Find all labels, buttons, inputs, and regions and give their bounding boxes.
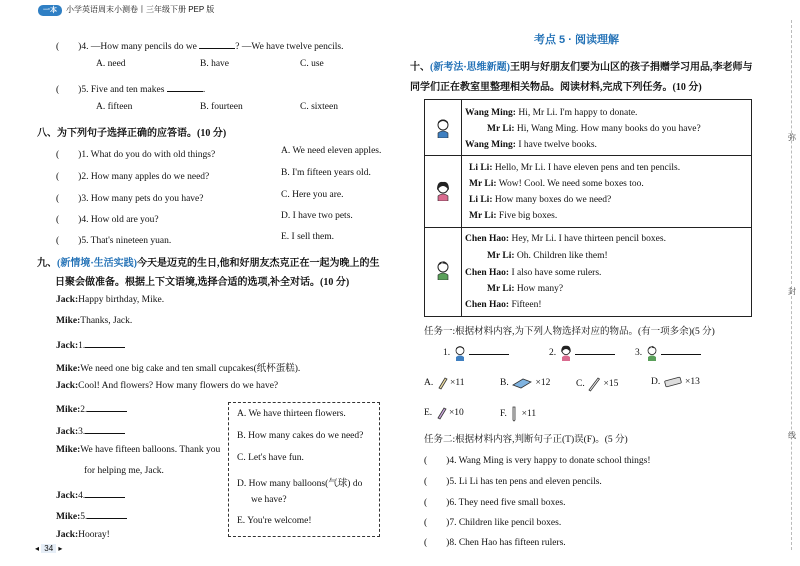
table-row: Li Li: How many boxes do we need?: [469, 195, 612, 205]
item-d: D. ×13: [651, 377, 700, 388]
s8-a1: A. We need eleven apples.: [281, 146, 382, 156]
table-row: Mr Li: Hi, Wang Ming. How many books do you have?: [487, 124, 701, 134]
options-box: [228, 402, 380, 537]
q5-option-a: A. fifteen: [96, 102, 133, 112]
s8-a3: C. Here you are.: [281, 190, 344, 200]
girl-avatar-icon: [559, 345, 573, 361]
girl-avatar-icon: [435, 181, 451, 201]
dialog-line-12: Jack:Hooray!: [56, 530, 110, 540]
pencil-icon: [435, 406, 447, 420]
option-a: A. We have thirteen flowers.: [237, 409, 346, 419]
dialog-line-7: Jack:3.: [56, 424, 125, 437]
option-d-cont: we have?: [251, 495, 287, 505]
header-title: 小学英语周末小测卷丨三年级下册 PEP 版: [66, 5, 215, 14]
dialog-line-4: Mike:We need one big cake and ten small cupcakes(纸杯蛋糕).: [56, 364, 301, 374]
dialog-line-11: Mike:5.: [56, 509, 127, 522]
s8-q2: ( )2. How many apples do we need?: [56, 172, 210, 182]
item-f: F. ×11: [500, 406, 536, 422]
s8-q5: ( )5. That's nineteen yuan.: [56, 236, 172, 246]
brand-badge: 一本: [38, 5, 62, 16]
item-c: C. ×15: [576, 376, 618, 392]
s8-a5: E. I sell them.: [281, 232, 335, 242]
s8-q3: ( )3. How many pets do you have?: [56, 194, 204, 204]
table-row: Chen Hao: I also have some rulers.: [465, 268, 602, 278]
dialog-line-9: for helping me, Jack.: [84, 466, 164, 476]
boy-avatar-icon: [453, 345, 467, 361]
item-e: E. ×10: [424, 406, 464, 420]
q5-option-c: C. sixteen: [300, 102, 338, 112]
task2-item: ( )5. Li Li has ten pens and eleven pencils.: [424, 477, 602, 487]
section-8-title: 八、为下列句子选择正确的应答语。(10 分): [37, 128, 227, 139]
q5-option-b: B. fourteen: [200, 102, 243, 112]
option-e: E. You're welcome!: [237, 516, 312, 526]
s8-a2: B. I'm fifteen years old.: [281, 168, 371, 178]
q5-line: ( )5. Five and ten makes .: [56, 81, 205, 95]
item-a: A. ×11: [424, 376, 465, 390]
table-row: Chen Hao: Fifteen!: [465, 300, 542, 310]
section-9-title-cont: 日聚会做准备。根据上下文语境,选择合适的选项,补全对话。(10 分): [55, 277, 350, 288]
page-number: ◂ 34 ▸: [35, 544, 63, 553]
ruler-icon: [587, 376, 601, 392]
task2-item: ( )6. They need five small boxes.: [424, 498, 566, 508]
binding-label: 线: [788, 431, 796, 440]
q4-line: ( )4. —How many pencils do we ? —We have twelve pencils.: [56, 38, 343, 52]
pen-icon: [509, 406, 519, 422]
table-row: Mr Li: Wow! Cool. We need some boxes too.: [469, 179, 644, 189]
boy-avatar-icon: [435, 260, 451, 280]
option-b: B. How many cakes do we need?: [237, 431, 364, 441]
task1-person-1: 1.: [443, 345, 509, 361]
dialog-line-3: Jack:1.: [56, 338, 125, 351]
dialog-line-2: Mike:Thanks, Jack.: [56, 316, 133, 326]
table-row: Wang Ming: I have twelve books.: [465, 140, 597, 150]
task-2-title: 任务二:根据材料内容,判断句子正(T)误(F)。(5 分): [424, 435, 628, 445]
dialog-line-6: Mike:2.: [56, 402, 127, 415]
dialog-line-8: Mike:We have fifteen balloons. Thank you: [56, 445, 221, 455]
task1-person-3: 3.: [635, 345, 701, 361]
task2-item: ( )7. Children like pencil boxes.: [424, 518, 562, 528]
pen-icon: [436, 376, 448, 390]
table-row: Mr Li: How many?: [487, 284, 564, 294]
q4-option-a: A. need: [96, 59, 126, 69]
binding-label: 弥: [788, 133, 796, 142]
pencil-box-icon: [663, 376, 683, 388]
section-10-title: 十、(新考法·思维新题)王明与好朋友们要为山区的孩子捐赠学习用品,李老师与: [410, 62, 753, 73]
task1-person-2: 2.: [549, 345, 615, 361]
table-row: Mr Li: Five big boxes.: [469, 211, 558, 221]
item-b: B. ×12: [500, 376, 550, 390]
s8-q4: ( )4. How old are you?: [56, 215, 159, 225]
dialog-line-1: Jack:Happy birthday, Mike.: [56, 295, 165, 305]
task-1-title: 任务一:根据材料内容,为下列人物选择对应的物品。(有一项多余)(5 分): [424, 327, 715, 337]
table-row: Li Li: Hello, Mr Li. I have eleven pens and ten pencils.: [469, 163, 681, 173]
table-row: Mr Li: Oh. Children like them!: [487, 251, 608, 261]
table-row: Wang Ming: Hi, Mr Li. I'm happy to donate.: [465, 108, 638, 118]
dialog-table: [424, 99, 752, 317]
binding-label: 封: [788, 287, 796, 296]
boy-avatar-icon: [435, 118, 451, 138]
option-d: D. How many balloons(气球) do: [237, 479, 363, 489]
task2-item: ( )4. Wang Ming is very happy to donate school things!: [424, 456, 651, 466]
section-9-title: 九、(新情境·生活实践)今天是迈克的生日,他和好朋友杰克正在一起为晚上的生: [37, 258, 380, 269]
q4-option-b: B. have: [200, 59, 230, 69]
boy-avatar-icon: [645, 345, 659, 361]
section-10-title-cont: 同学们正在教室里整理相关物品。阅读材料,完成下列任务。(10 分): [410, 82, 702, 93]
option-c: C. Let's have fun.: [237, 453, 304, 463]
task2-item: ( )8. Chen Hao has fifteen rulers.: [424, 538, 566, 548]
binding-line: [791, 20, 792, 550]
section-title-reading: 考点 5 · 阅读理解: [534, 34, 619, 46]
s8-q1: ( )1. What do you do with old things?: [56, 150, 216, 160]
dialog-line-10: Jack:4.: [56, 488, 125, 501]
q4-option-c: C. use: [300, 59, 324, 69]
dialog-line-5: Jack:Cool! And flowers? How many flowers do we have?: [56, 381, 279, 391]
table-row: Chen Hao: Hey, Mr Li. I have thirteen pencil boxes.: [465, 234, 666, 244]
s8-a4: D. I have two pets.: [281, 211, 353, 221]
book-icon: [511, 376, 533, 390]
